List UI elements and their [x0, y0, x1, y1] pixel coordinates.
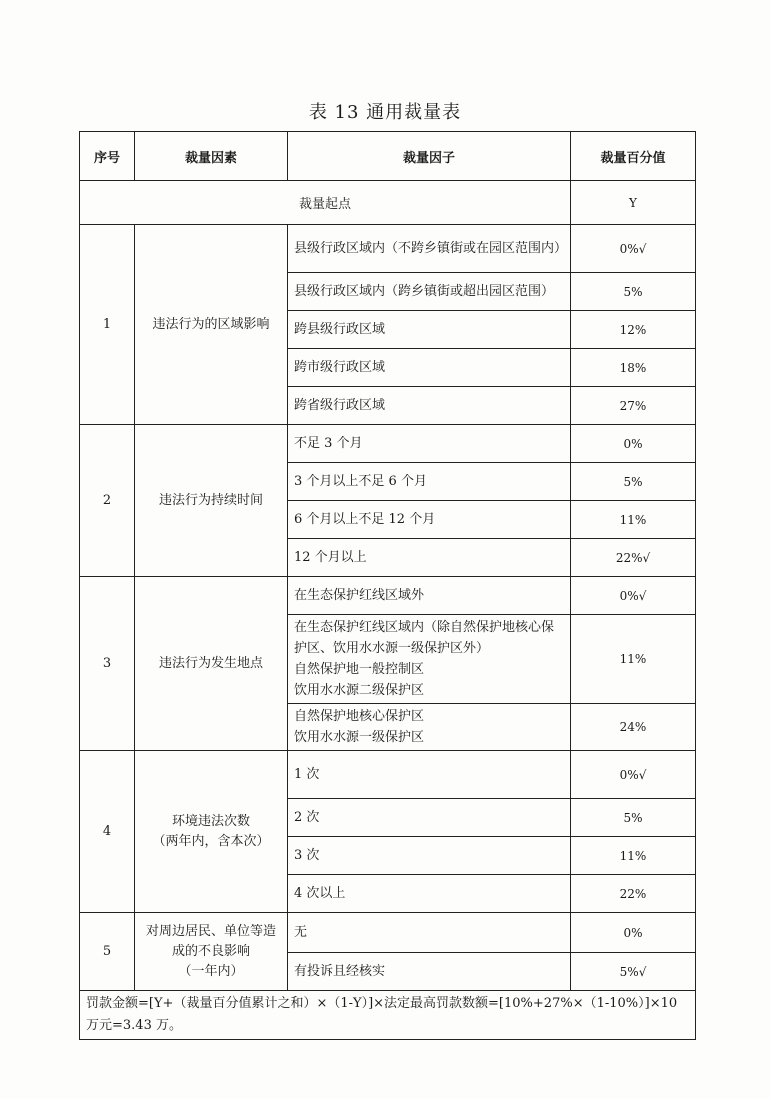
group-factor: 违法行为发生地点 [135, 577, 288, 751]
group-factor: 对周边居民、单位等造成的不良影响 （一年内） [135, 913, 288, 991]
factor-value: 5%√ [571, 953, 696, 991]
factor-item: 无 [288, 913, 571, 953]
group-number: 3 [80, 577, 135, 751]
table-row [80, 577, 696, 615]
factor-item: 有投诉且经核实 [288, 953, 571, 991]
start-row [80, 181, 696, 225]
header-value: 裁量百分值 [571, 132, 696, 181]
factor-item: 3 个月以上不足 6 个月 [288, 463, 571, 501]
group-number: 1 [80, 225, 135, 425]
group-number: 5 [80, 913, 135, 991]
factor-item: 1 次 [288, 751, 571, 799]
factor-item: 不足 3 个月 [288, 425, 571, 463]
discretion-table [79, 131, 696, 1040]
factor-value: 0%√ [571, 225, 696, 273]
factor-item: 12 个月以上 [288, 539, 571, 577]
factor-value: 12% [571, 311, 696, 349]
factor-value: 0% [571, 425, 696, 463]
factor-value: 0% [571, 913, 696, 953]
factor-value: 5% [571, 273, 696, 311]
factor-value: 0%√ [571, 577, 696, 615]
factor-value: 11% [571, 837, 696, 875]
factor-item: 6 个月以上不足 12 个月 [288, 501, 571, 539]
factor-item: 县级行政区域内（跨乡镇街或超出园区范围） [288, 273, 571, 311]
factor-item: 跨市级行政区域 [288, 349, 571, 387]
factor-item: 跨省级行政区域 [288, 387, 571, 425]
header-factor: 裁量因素 [135, 132, 288, 181]
factor-value: 24% [571, 704, 696, 751]
factor-value: 27% [571, 387, 696, 425]
header-item: 裁量因子 [288, 132, 571, 181]
factor-item: 4 次以上 [288, 875, 571, 913]
group-number: 4 [80, 751, 135, 913]
start-label: 裁量起点 [80, 181, 571, 225]
table-row [80, 913, 696, 953]
factor-value: 11% [571, 615, 696, 704]
header-row [80, 132, 696, 181]
factor-item: 3 次 [288, 837, 571, 875]
factor-item: 2 次 [288, 799, 571, 837]
factor-item: 自然保护地核心保护区 饮用水水源一级保护区 [288, 704, 571, 751]
factor-item: 县级行政区域内（不跨乡镇街或在园区范围内） [288, 225, 571, 273]
factor-item: 在生态保护红线区域内（除自然保护地核心保护区、饮用水水源一级保护区外） 自然保护地一般控制区 饮用水水源二级保护区 [288, 615, 571, 704]
factor-value: 22%√ [571, 539, 696, 577]
factor-value: 11% [571, 501, 696, 539]
factor-value: 0%√ [571, 751, 696, 799]
factor-value: 22% [571, 875, 696, 913]
header-no: 序号 [80, 132, 135, 181]
group-factor: 环境违法次数 （两年内，含本次） [135, 751, 288, 913]
factor-value: 5% [571, 463, 696, 501]
factor-value: 18% [571, 349, 696, 387]
factor-value: 5% [571, 799, 696, 837]
table-row [80, 425, 696, 463]
group-factor: 违法行为持续时间 [135, 425, 288, 577]
group-number: 2 [80, 425, 135, 577]
start-value: Y [571, 181, 696, 225]
factor-item: 跨县级行政区域 [288, 311, 571, 349]
table-row [80, 225, 696, 273]
factor-item: 在生态保护红线区域外 [288, 577, 571, 615]
table-row [80, 751, 696, 799]
group-factor: 违法行为的区域影响 [135, 225, 288, 425]
table-title: 表 13 通用裁量表 [308, 102, 462, 123]
footer-row [80, 991, 696, 1040]
formula-note: 罚款金额=[Y+（裁量百分值累计之和）×（1-Y）]×法定最高罚款数额=[10%+27%×（1-10%）]×10 万元=3.43 万。 [80, 991, 696, 1040]
